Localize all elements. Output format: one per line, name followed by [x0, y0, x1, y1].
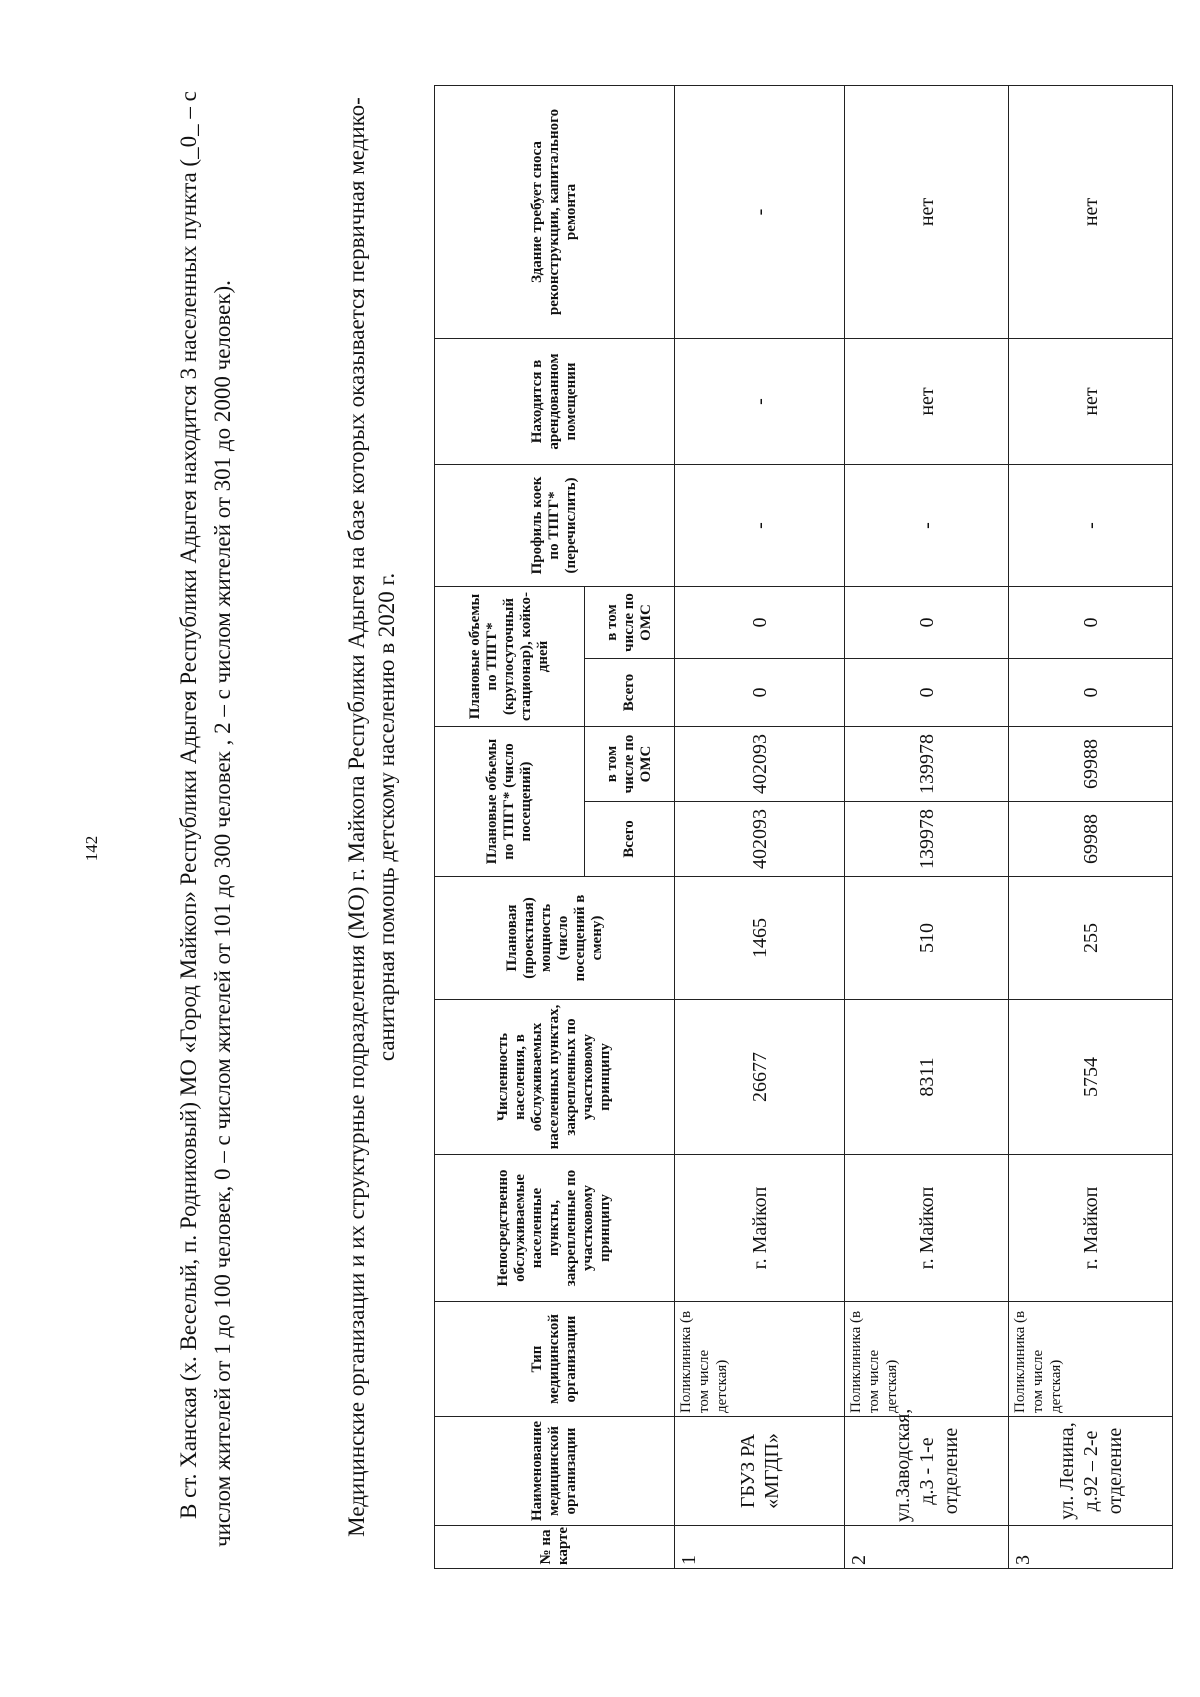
cell-beds-oms: 0 — [675, 586, 845, 658]
table-row — [1009, 85, 1173, 1568]
medical-organizations-table — [434, 85, 1173, 1569]
cell-visits-oms: 69988 — [1009, 727, 1173, 802]
cell-beds-total: 0 — [845, 659, 1009, 727]
subheader-visits-oms: в том числе по ОМС — [585, 727, 675, 802]
cell-name: ул. Ленина, д.92 – 2-е отделение — [1009, 1417, 1173, 1526]
cell-type: Поликлиника (в том числе детская) — [1009, 1302, 1173, 1417]
cell-rented: - — [675, 338, 845, 464]
intro-text: В ст. Ханская (х. Веселый, п. Родниковый) МО «Город Майкоп» Республики Адыгея Республики Адыгея находится 3 населенных пункта (_0_ – с числом жителей от 1 до 100 человек, 0 – с числом жителей от 101 до 300 человек , 2 – с числом жителей от 301 до 2000 человек). — [176, 91, 235, 1547]
header-population: Численность населения, в обслуживаемых населенных пунктах, закрепленных по участковому принципу — [435, 1000, 675, 1155]
cell-rented: нет — [845, 338, 1009, 464]
subheader-visits-total: Всего — [585, 802, 675, 877]
cell-num: 2 — [845, 1526, 1009, 1569]
header-demolition: Здание требует сноса реконструкции, капитального ремонта — [435, 85, 675, 338]
cell-demolition: - — [675, 85, 845, 338]
cell-capacity: 1465 — [675, 877, 845, 1000]
cell-num: 1 — [675, 1526, 845, 1569]
cell-num: 3 — [1009, 1526, 1173, 1569]
cell-settlements: г. Майкоп — [845, 1155, 1009, 1302]
header-num: № на карте — [435, 1526, 675, 1569]
header-beds: Плановые объемы по ТПГГ* (круглосуточный стационар), койко-дней — [435, 586, 585, 726]
cell-profile: - — [675, 464, 845, 586]
cell-name: ГБУЗ РА «МГДП» — [675, 1417, 845, 1526]
header-row — [435, 85, 585, 1568]
cell-visits-oms: 139978 — [845, 727, 1009, 802]
cell-type: Поликлиника (в том числе детская) — [845, 1302, 1009, 1417]
cell-demolition: нет — [845, 85, 1009, 338]
cell-beds-oms: 0 — [1009, 586, 1173, 658]
cell-settlements: г. Майкоп — [675, 1155, 845, 1302]
header-visits: Плановые объемы по ТПГГ* (число посещений) — [435, 727, 585, 877]
header-rented: Находится в арендованном помещении — [435, 338, 675, 464]
cell-profile: - — [1009, 464, 1173, 586]
header-profile: Профиль коек по ТПГГ* (перечислить) — [435, 464, 675, 586]
cell-beds-oms: 0 — [845, 586, 1009, 658]
header-settlements: Непосредственно обслуживаемые населенные пункты, закрепленные по участковому принципу — [435, 1155, 675, 1302]
cell-visits-total: 139978 — [845, 802, 1009, 877]
subheader-beds-oms: в том числе по ОМС — [585, 586, 675, 658]
cell-capacity: 255 — [1009, 877, 1173, 1000]
cell-population: 8311 — [845, 1000, 1009, 1155]
subheader-beds-total: Всего — [585, 659, 675, 727]
header-capacity: Плановая (проектная) мощность (число посещений в смену) — [435, 877, 675, 1000]
cell-rented: нет — [1009, 338, 1173, 464]
table-row — [845, 85, 1009, 1568]
cell-population: 5754 — [1009, 1000, 1173, 1155]
intro-paragraph — [172, 77, 240, 1547]
cell-settlements: г. Майкоп — [1009, 1155, 1173, 1302]
cell-name: ул.Заводская, д.3 - 1-е отделение — [845, 1417, 1009, 1526]
header-name: Наименование медицинской организации — [435, 1417, 675, 1526]
cell-visits-total: 402093 — [675, 802, 845, 877]
cell-profile: - — [845, 464, 1009, 586]
cell-type: Поликлиника (в том числе детская) — [675, 1302, 845, 1417]
table-row — [675, 85, 845, 1568]
cell-population: 26677 — [675, 1000, 845, 1155]
cell-visits-total: 69988 — [1009, 802, 1173, 877]
header-type: Тип медицинской организации — [435, 1302, 675, 1417]
cell-capacity: 510 — [845, 877, 1009, 1000]
page-number: 142 — [82, 835, 101, 862]
cell-visits-oms: 402093 — [675, 727, 845, 802]
cell-beds-total: 0 — [675, 659, 845, 727]
cell-beds-total: 0 — [1009, 659, 1173, 727]
cell-demolition: нет — [1009, 85, 1173, 338]
table-heading: Медицинские организации и их структурные подразделения (МО) г. Майкопа Республики Адыгея на базе которых оказывается первичная медико-санитарная помощь детскому населению в 2020 г. — [344, 97, 399, 1537]
